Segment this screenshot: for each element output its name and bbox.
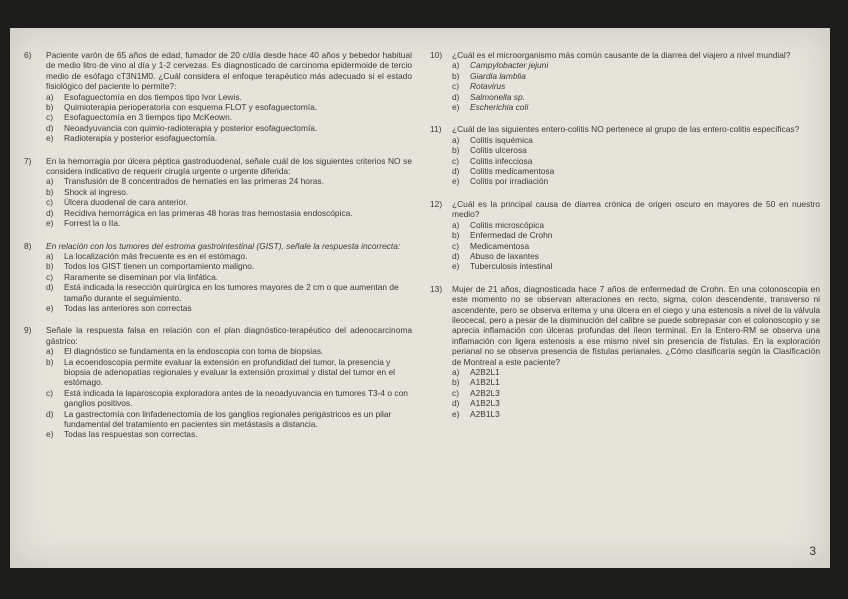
option-letter: a) xyxy=(452,134,460,145)
answer-options xyxy=(452,135,820,187)
option-text: Está indicada la resección quirúrgica en los tumores mayores de 2 cm o que aumentan de tamaño durante el seguimiento. xyxy=(64,282,399,303)
option-text: Todas las respuestas son correctas. xyxy=(64,429,198,440)
option-text: La gastrectomía con linfadenectomía de los ganglios regionales perigástricos es un pilar fundamental del tratamiento en pacientes sin metástasis a distancia. xyxy=(64,408,392,429)
option-letter: c) xyxy=(452,81,459,92)
option-text: Tuberculosis intestinal xyxy=(470,261,553,272)
answer-option xyxy=(46,429,412,439)
answer-options xyxy=(46,176,412,228)
option-letter: b) xyxy=(452,230,460,241)
option-text: Está indicada la laparoscopia exploradora antes de la neoadyuvancia en tumores T3-4 o con ganglios positivos. xyxy=(64,387,408,409)
option-letter: a) xyxy=(46,346,54,357)
option-text: Recidiva hemorrágica en las primeras 48 horas tras hemostasia endoscópica. xyxy=(64,207,353,218)
option-letter: e) xyxy=(452,102,460,113)
question-number: 8) xyxy=(24,240,32,251)
option-text: El diagnóstico se fundamenta en la endoscopia con toma de biopsias. xyxy=(64,346,324,357)
answer-option xyxy=(452,241,820,251)
option-text: La ecoendoscopia permite evaluar la extensión en profundidad del tumor, la presencia y biopsia de adenopatías regionales y evaluar la extensión proximal y distal del tumor en el estómago. xyxy=(64,356,396,388)
option-text: Colitis isquémica xyxy=(470,134,533,145)
option-letter: c) xyxy=(452,155,459,166)
answer-option xyxy=(46,176,412,186)
question-number: 6) xyxy=(24,50,32,60)
answer-option xyxy=(46,251,412,261)
option-letter: e) xyxy=(452,176,460,187)
option-text: Giardia lamblia xyxy=(470,70,526,81)
question-stem xyxy=(24,325,412,346)
answer-option xyxy=(46,133,412,143)
option-text: Neoadyuvancia con quimio-radioterapia y posterior esofaguectomía. xyxy=(64,122,318,133)
option-letter: d) xyxy=(452,250,460,261)
answer-option xyxy=(46,218,412,228)
question-number: 13) xyxy=(430,283,443,294)
option-text: Campylobacter jejuni xyxy=(470,60,549,71)
exam-page xyxy=(10,28,830,568)
question-number: 11) xyxy=(430,124,442,135)
answer-option xyxy=(452,377,820,387)
option-letter: e) xyxy=(46,218,54,229)
question-number: 12) xyxy=(430,198,443,209)
question-number: 9) xyxy=(24,325,32,336)
answer-option xyxy=(46,123,412,133)
answer-option xyxy=(452,92,820,102)
answer-option xyxy=(46,261,412,271)
option-text: Salmonella sp. xyxy=(470,91,525,102)
option-letter: b) xyxy=(46,356,54,367)
answer-option xyxy=(452,220,820,230)
answer-option xyxy=(46,112,412,122)
option-letter: b) xyxy=(452,377,460,388)
option-letter: a) xyxy=(452,60,460,71)
option-text: Úlcera duodenal de cara anterior. xyxy=(64,197,188,208)
question-text: Mujer de 21 años, diagnosticada hace 7 años de enfermedad de Crohn. En una colonoscopia en este momento no se observan alteraciones en recto, sigma, colon descendente, transverso ni ascendente, pero se observa eritema y una úlcera en el ciego y una estenosis a nivel de la válvula ileocecal, pero a pesar de la disminución del calibre se puede sobrepasar con el colonoscopio y se aprecia inflamación con úlceras profundas del íleon terminal. En la Entero-RM se observa una inflamación con ligera estenosis a ese mismo nivel sin presencia de fístulas. En la exploración perianal no se observa presencia de fístulas perianales. ¿Cómo clasificaría según la Clasificación de Montreal a este paciente? xyxy=(452,283,820,367)
answer-options xyxy=(452,60,820,112)
option-text: Transfusión de 8 concentrados de hematíes en las primeras 24 horas. xyxy=(64,176,324,187)
question xyxy=(24,156,412,229)
answer-option xyxy=(46,272,412,282)
question-stem xyxy=(430,50,820,60)
option-text: Esofaguectomía en dos tiempos tipo Ivor Lewis. xyxy=(64,91,242,102)
answer-options xyxy=(46,92,412,144)
option-letter: e) xyxy=(452,261,460,272)
answer-option xyxy=(452,409,820,419)
option-text: A2B2L1 xyxy=(470,366,500,377)
answer-option xyxy=(452,398,820,408)
answer-option xyxy=(452,166,820,176)
right-column xyxy=(430,50,820,431)
option-text: La localización más frecuente es en el estómago. xyxy=(64,250,248,261)
option-letter: a) xyxy=(452,219,460,230)
answer-option xyxy=(452,176,820,186)
question-stem xyxy=(24,50,412,92)
question-stem xyxy=(430,284,820,367)
option-letter: d) xyxy=(46,408,54,419)
answer-option xyxy=(46,282,412,303)
option-letter: b) xyxy=(46,261,54,272)
answer-option xyxy=(452,261,820,271)
question-number: 10) xyxy=(430,50,443,60)
option-text: Todas las anteriores son correctas xyxy=(64,302,192,313)
question-text: ¿Cuál de las siguientes entero-colitis NO pertenece al grupo de las entero-colitis específicas? xyxy=(452,124,800,135)
option-text: Colitis ulcerosa xyxy=(470,145,527,156)
answer-option xyxy=(46,187,412,197)
question xyxy=(430,199,820,272)
option-letter: a) xyxy=(46,250,54,261)
option-text: A1B2L1 xyxy=(470,377,500,388)
answer-options xyxy=(452,220,820,272)
question-text: ¿Cuál es la principal causa de diarrea crónica de origen oscuro en mayores de 50 en nuestro medio? xyxy=(452,198,820,220)
question xyxy=(24,50,412,144)
answer-option xyxy=(46,303,412,313)
option-text: Rotavirus xyxy=(470,81,506,92)
option-letter: e) xyxy=(46,133,54,144)
option-text: Shock al ingreso. xyxy=(64,186,129,197)
option-letter: c) xyxy=(452,387,459,398)
answer-option xyxy=(46,197,412,207)
question-text: Señale la respuesta falsa en relación con el plan diagnóstico-terapéutico del adenocarcinoma gástrico: xyxy=(46,325,412,346)
option-letter: d) xyxy=(452,91,460,102)
question-text: En la hemorragia por úlcera péptica gastroduodenal, señale cuál de los siguientes criterios NO se considera indicativo de requerir cirugía urgente o urgente diferida: xyxy=(46,155,412,177)
answer-option xyxy=(452,145,820,155)
answer-option xyxy=(452,60,820,70)
option-letter: d) xyxy=(452,166,460,177)
option-letter: c) xyxy=(46,112,53,123)
option-letter: d) xyxy=(46,282,54,293)
question-stem xyxy=(24,156,412,177)
question-stem xyxy=(430,199,820,220)
option-text: A2B2L3 xyxy=(470,387,500,398)
option-text: Colitis microscópica xyxy=(470,219,544,230)
option-letter: a) xyxy=(46,176,54,187)
option-text: Forrest la o IIa. xyxy=(64,218,121,229)
answer-option xyxy=(452,81,820,91)
option-text: Quimioterapia perioperatoria con esquema FLOT y esofaguectomía. xyxy=(64,102,318,113)
option-letter: e) xyxy=(452,408,460,419)
answer-option xyxy=(452,230,820,240)
option-text: Escherichia coli xyxy=(470,102,529,113)
question-text: En relación con los tumores del estroma gastrointestinal (GIST), señale la respuesta incorrecta: xyxy=(46,240,401,251)
option-text: Colitis medicamentosa xyxy=(470,166,555,177)
option-letter: d) xyxy=(46,122,54,133)
answer-option xyxy=(452,102,820,112)
question xyxy=(24,325,412,439)
answer-option xyxy=(46,92,412,102)
answer-option xyxy=(452,388,820,398)
question-stem xyxy=(430,124,820,134)
question-stem xyxy=(24,241,412,251)
option-text: A1B2L3 xyxy=(470,398,500,409)
answer-option xyxy=(46,208,412,218)
answer-option xyxy=(452,135,820,145)
option-text: Abuso de laxantes xyxy=(470,250,539,261)
option-letter: c) xyxy=(46,197,53,208)
answer-option xyxy=(46,409,412,430)
option-letter: d) xyxy=(46,207,54,218)
answer-options xyxy=(46,346,412,440)
left-column xyxy=(24,50,412,452)
question xyxy=(430,50,820,112)
option-letter: b) xyxy=(46,186,54,197)
answer-option xyxy=(46,388,412,409)
option-text: Todos los GIST tienen un comportamiento maligno. xyxy=(64,261,255,272)
question-text: Paciente varón de 65 años de edad, fumador de 20 c/día desde hace 40 años y bebedor habitual de medio litro de vino al día y 1-2 cervezas. Es diagnosticado de carcinoma epidermoide de tercio medio de esófago cT3N1M0. ¿Cuál considera el enfoque terapéutico más adecuado si el estado fisiológico del paciente lo permite?: xyxy=(46,50,412,92)
option-letter: a) xyxy=(452,366,460,377)
option-letter: e) xyxy=(46,429,54,440)
option-letter: c) xyxy=(46,387,53,398)
page-number: 3 xyxy=(809,544,816,558)
answer-option xyxy=(46,102,412,112)
answer-options xyxy=(452,367,820,419)
question xyxy=(24,241,412,314)
answer-option xyxy=(452,251,820,261)
option-letter: a) xyxy=(46,91,54,102)
answer-option xyxy=(452,367,820,377)
question-number: 7) xyxy=(24,155,32,166)
answer-option xyxy=(452,156,820,166)
option-text: Colitis infecciosa xyxy=(470,155,533,166)
option-letter: d) xyxy=(452,398,460,409)
question-text: ¿Cuál es el microorganismo más común causante de la diarrea del viajero a nivel mundial? xyxy=(452,50,791,60)
option-text: Colitis por irradiación xyxy=(470,176,549,187)
option-letter: c) xyxy=(46,271,53,282)
answer-option xyxy=(46,346,412,356)
option-text: Enfermedad de Crohn xyxy=(470,230,553,241)
answer-option xyxy=(452,71,820,81)
option-text: Medicamentosa xyxy=(470,240,530,251)
option-text: Radioterapia y posterior esofaguectomía. xyxy=(64,133,218,144)
option-letter: c) xyxy=(452,240,459,251)
option-letter: e) xyxy=(46,302,54,313)
option-letter: b) xyxy=(46,102,54,113)
option-text: A2B1L3 xyxy=(470,408,500,419)
answer-option xyxy=(46,357,412,388)
option-text: Esofaguectomía en 3 tiempos tipo McKeown. xyxy=(64,112,233,123)
option-letter: b) xyxy=(452,70,460,81)
answer-options xyxy=(46,251,412,313)
question xyxy=(430,124,820,186)
option-letter: b) xyxy=(452,145,460,156)
question xyxy=(430,284,820,419)
option-text: Raramente se diseminan por vía linfática. xyxy=(64,271,219,282)
